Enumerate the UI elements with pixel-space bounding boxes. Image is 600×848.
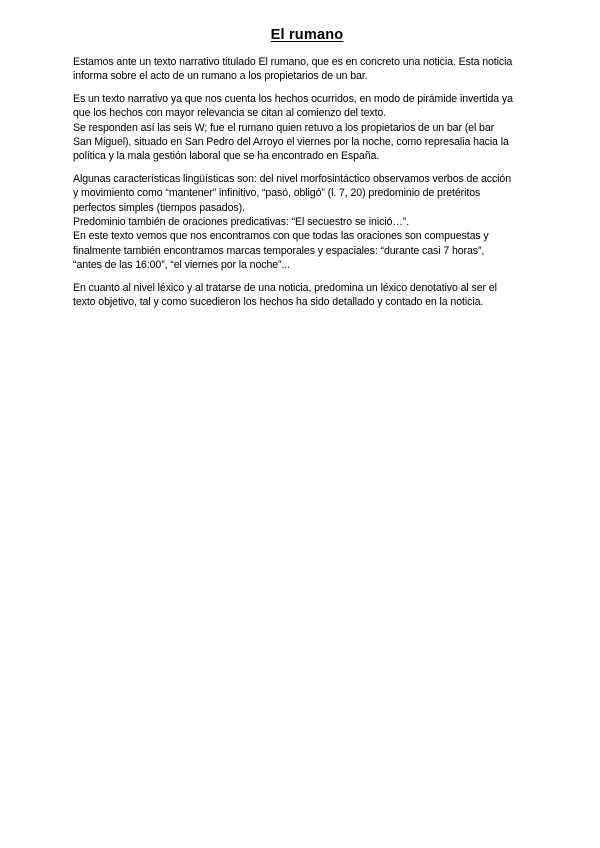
text-line: que los hechos con mayor relevancia se citan al comienzo del texto.: [73, 107, 387, 120]
document-body: [73, 55, 548, 318]
paragraph-intro: [73, 55, 548, 84]
text-line: En cuanto al nivel léxico y al tratarse de una noticia, predomina un léxico denotativo al ser el: [73, 281, 497, 294]
text-line: Algunas características lingüísticas son: del nivel morfosintáctico observamos verbos de acción: [73, 172, 512, 185]
paragraph-linguistic: [73, 172, 548, 273]
text-line: San Miguel), situado en San Pedro del Arroyo el viernes por la noche, como represalia hacia la: [73, 136, 509, 149]
text-line: texto objetivo, tal y como sucedieron los hechos ha sido detallado y contado en la noticia.: [73, 296, 484, 309]
text-line: finalmente también encontramos marcas temporales y espaciales: “durante casi 7 horas”,: [73, 244, 485, 257]
text-line: “antes de las 16:00”, “el viernes por la noche”...: [73, 259, 290, 272]
text-line: y movimiento como “mantener” infinitivo, “pasó, obligó” (l. 7, 20) predominio de pretéritos: [73, 187, 481, 200]
text-line: Se responden así las seis W; fue el rumano quien retuvo a los propietarios de un bar (el bar: [73, 121, 495, 134]
paragraph-lexical: [73, 281, 548, 310]
text-line: Es un texto narrativo ya que nos cuenta los hechos ocurridos, en modo de pirámide invertida ya: [73, 92, 513, 105]
paragraph-narrative: [73, 92, 548, 164]
text-line: Predominio también de oraciones predicativas: “El secuestro se inició…”.: [73, 216, 410, 229]
text-line: perfectos simples (tiempos pasados).: [73, 201, 245, 214]
document-title: El rumano: [270, 27, 344, 43]
text-line: Estamos ante un texto narrativo titulado El rumano, que es en concreto una noticia. Esta noticia: [73, 56, 513, 68]
text-line: En este texto vemos que nos encontramos con que todas las oraciones son compuestas y: [73, 230, 489, 243]
text-line: informa sobre el acto de un rumano a los propietarios de un bar.: [73, 70, 368, 83]
text-line: política y la mala gestión laboral que se ha encontrado en España.: [73, 150, 380, 163]
